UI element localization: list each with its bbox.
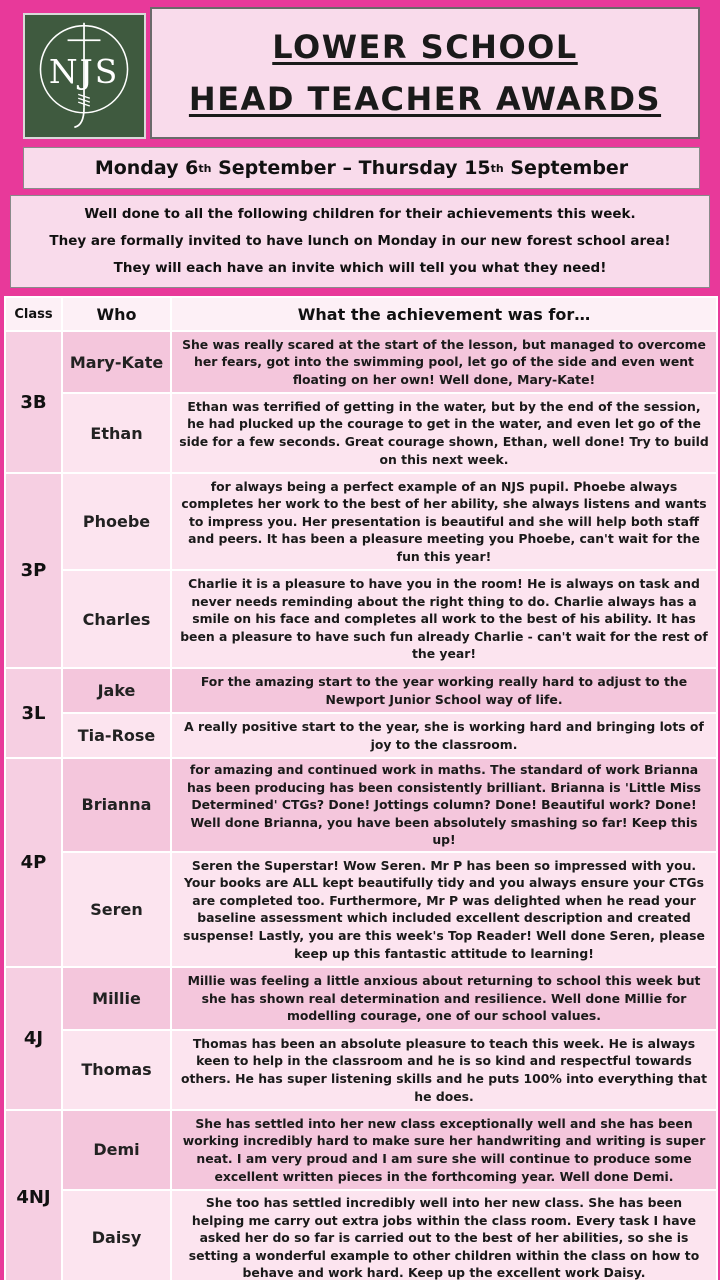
table-row: [5, 473, 717, 570]
who-cell: Seren: [62, 852, 171, 967]
title-line-2: HEAD TEACHER AWARDS: [188, 80, 662, 118]
class-cell: 3P: [5, 473, 62, 668]
who-cell: Daisy: [62, 1190, 171, 1280]
achievement-cell: Millie was feeling a little anxious about returning to school this week but she has shown real determination and resilience. Well done Millie for modelling courage, one of our school values.: [171, 967, 717, 1030]
table-row: [5, 570, 717, 668]
table-row: [5, 668, 717, 713]
header-what: What the achievement was for…: [171, 297, 717, 331]
achievement-cell: Ethan was terrified of getting in the water, but by the end of the session, he had plucked up the courage to get in the water, and even let go of the side for a few seconds. Great courage shown, Ethan, well done! Try to build on this next week.: [171, 393, 717, 473]
class-cell: 4P: [5, 758, 62, 967]
end-suffix: th: [490, 161, 504, 175]
table-row: [5, 331, 717, 393]
achievement-cell: Charlie it is a pleasure to have you in the room! He is always on task and never needs reminding about the right thing to do. Charlie always has a smile on his face and completes all work to the best of his ability. It has been a pleasure to have such fun already Charlie - can't wait for the rest of the year!: [171, 570, 717, 668]
table-header-row: [5, 297, 717, 331]
table-row: [5, 967, 717, 1030]
class-cell: 3B: [5, 331, 62, 473]
who-cell: Phoebe: [62, 473, 171, 570]
table-row: [5, 1190, 717, 1280]
start-num: 6: [185, 157, 199, 179]
achievement-cell: A really positive start to the year, she is working hard and bringing lots of joy to the classroom.: [171, 713, 717, 758]
table-row: [5, 758, 717, 852]
achievement-cell: She was really scared at the start of the lesson, but managed to overcome her fears, got into the swimming pool, let go of the side and even went floating on her own! Well done, Mary-Kate!: [171, 331, 717, 393]
header-who: Who: [62, 297, 171, 331]
svg-text:NJS: NJS: [48, 51, 120, 91]
start-day: Monday: [94, 157, 179, 179]
start-month: September: [218, 157, 336, 179]
who-cell: Mary-Kate: [62, 331, 171, 393]
table-row: [5, 713, 717, 758]
who-cell: Tia-Rose: [62, 713, 171, 758]
end-day: Thursday: [358, 157, 458, 179]
date-separator: –: [342, 157, 353, 179]
table-row: [5, 1030, 717, 1110]
intro-message: [10, 195, 710, 288]
who-cell: Ethan: [62, 393, 171, 473]
intro-line-3: They will each have an invite which will tell you what they need!: [113, 260, 607, 276]
achievement-cell: for always being a perfect example of an NJS pupil. Phoebe always completes her work to the best of her ability, she always listens and wants to impress you. Her presentation is beautiful and she will help both staff and peers. It has been a pleasure meeting you Phoebe, can't wait for the fun this year!: [171, 473, 717, 570]
achievement-cell: Seren the Superstar! Wow Seren. Mr P has been so impressed with you. Your books are ALL kept beautifully tidy and you always ensure your CTGs are completed too. Furthermore, Mr P was delighted when he read your baseline assessment which included excellent description and created suspense! Lastly, you are this week's Top Reader! Well done Seren, please keep up this fantastic attitude to learning!: [171, 852, 717, 967]
end-num: 15: [464, 157, 491, 179]
header-class: Class: [5, 297, 62, 331]
who-cell: Thomas: [62, 1030, 171, 1110]
intro-line-1: Well done to all the following children for their achievements this week.: [84, 206, 636, 222]
who-cell: Jake: [62, 668, 171, 713]
njs-crest-icon: [25, 15, 144, 137]
achievement-cell: Thomas has been an absolute pleasure to teach this week. He is always keen to help in the classroom and he is so kind and respectful towards others. He has super listening skills and he puts 100% into everything that he does.: [171, 1030, 717, 1110]
who-cell: Brianna: [62, 758, 171, 852]
table-row: [5, 852, 717, 967]
achievement-cell: for amazing and continued work in maths. The standard of work Brianna has been producing has been consistently brilliant. Brianna is 'Little Miss Determined' CTGs? Done! Jottings column? Done! Beautiful work? Done! Well done Brianna, you have been absolutely smashing so far! Keep this up!: [171, 758, 717, 852]
achievement-cell: She has settled into her new class exceptionally well and she has been working incredibly hard to make sure her handwriting and writing is super neat. I am very proud and I am sure she will continue to produce some excellent written pieces in the forthcoming year. Well done Demi.: [171, 1110, 717, 1190]
title-banner: [150, 7, 700, 139]
class-cell: 4J: [5, 967, 62, 1110]
date-range: [23, 147, 700, 189]
achievement-cell: She too has settled incredibly well into her new class. She has been helping me carry out extra jobs within the class room. Every task I have asked her do so far is carried out to the best of her abilities, so she is setting a wonderful example to other children within the class on how to behave and work hard. Keep up the excellent work Daisy.: [171, 1190, 717, 1280]
title-line-1: LOWER SCHOOL: [272, 28, 578, 66]
start-suffix: th: [198, 161, 212, 175]
school-logo: [23, 13, 146, 139]
intro-line-2: They are formally invited to have lunch on Monday in our new forest school area!: [49, 233, 671, 249]
achievement-cell: For the amazing start to the year working really hard to adjust to the Newport Junior School way of life.: [171, 668, 717, 713]
who-cell: Charles: [62, 570, 171, 668]
who-cell: Millie: [62, 967, 171, 1030]
end-month: September: [510, 157, 629, 179]
awards-table: [4, 296, 718, 1280]
class-cell: 3L: [5, 668, 62, 758]
class-cell: 4NJ: [5, 1110, 62, 1280]
who-cell: Demi: [62, 1110, 171, 1190]
table-row: [5, 1110, 717, 1190]
table-row: [5, 393, 717, 473]
